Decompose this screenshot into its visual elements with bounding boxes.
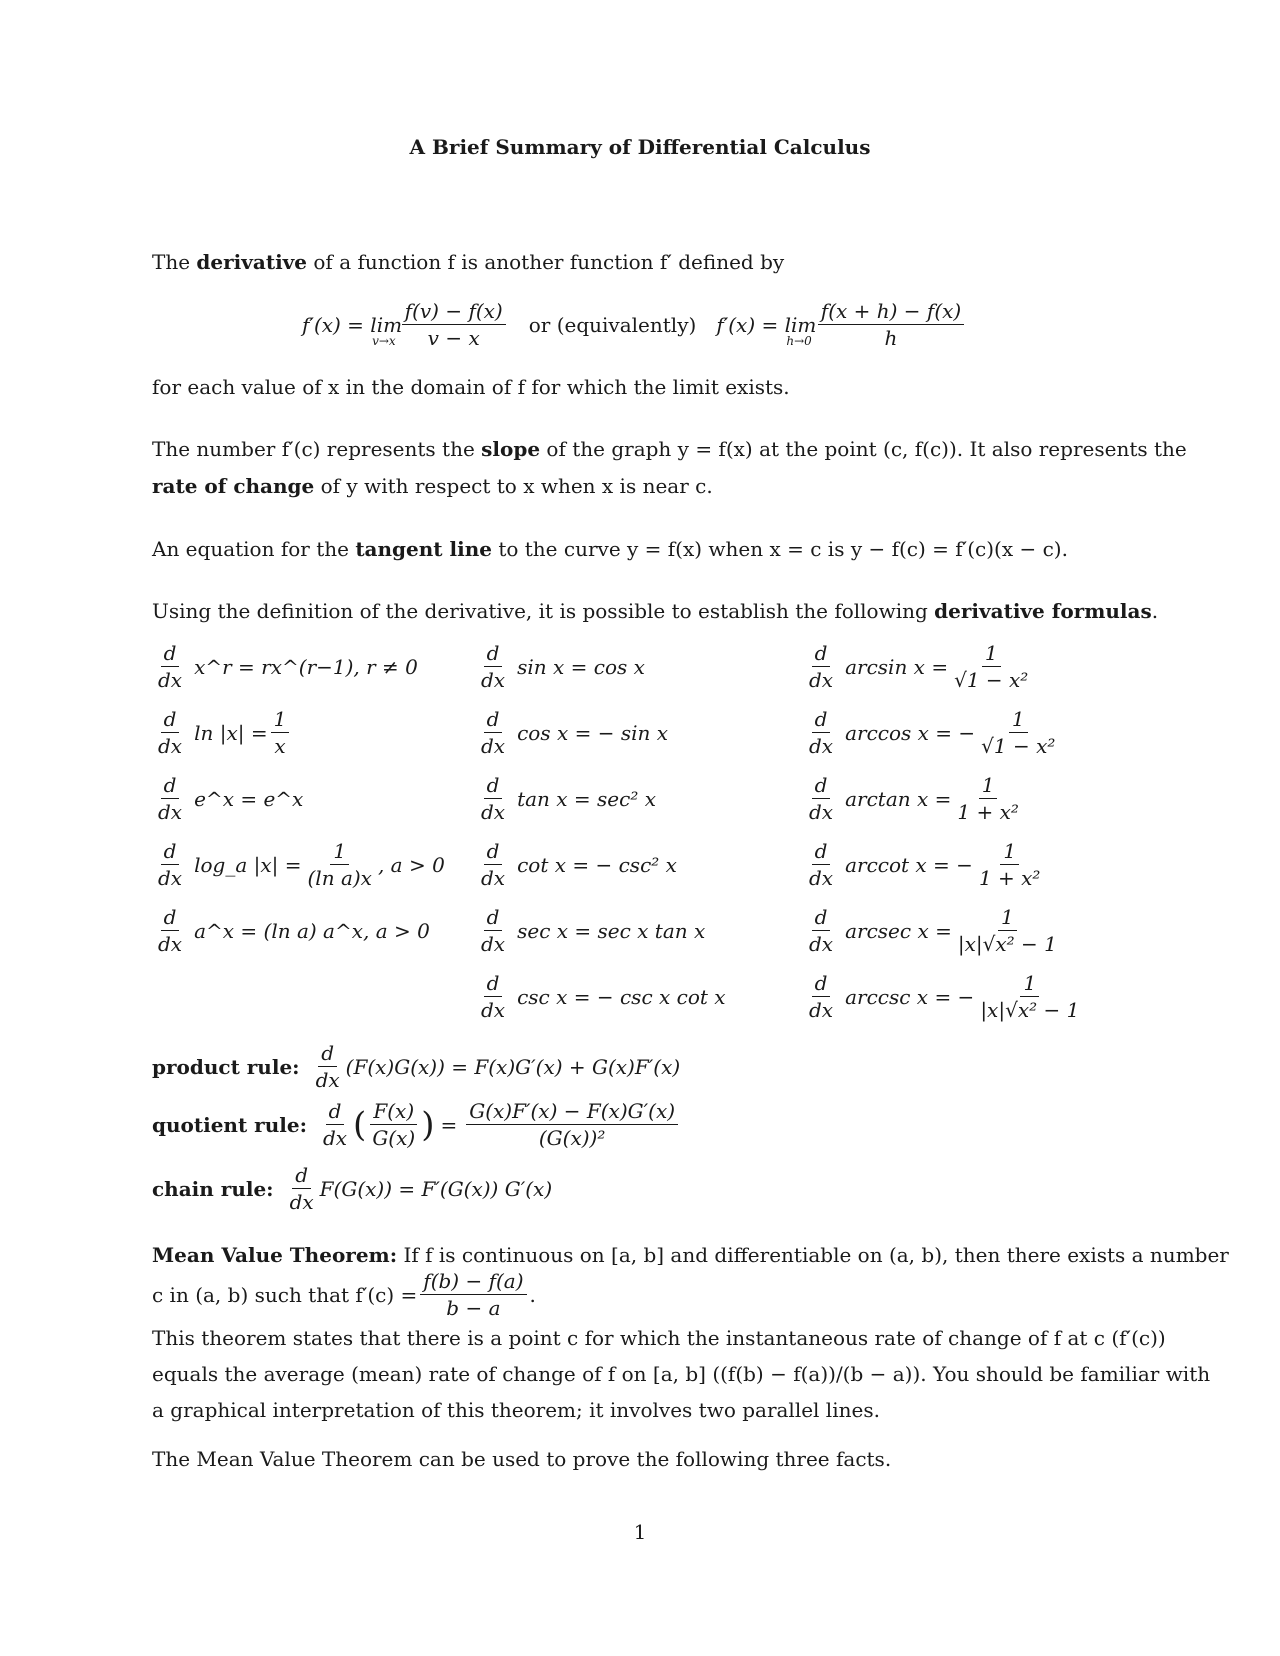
formula-fraction: $\frac{1}{\text{1 + x²}}$ xyxy=(957,773,1019,824)
slope-line-1: The number f′(c) represents the slope of the graph y = f(x) at the point (c, f(c)). It also represents the xyxy=(152,437,1187,461)
derivative-formula xyxy=(152,640,418,693)
formula-expression: arccot x = − xyxy=(845,852,973,877)
formula-expression: e^x = e^x xyxy=(194,786,304,811)
formula-expression: arcsin x = xyxy=(845,654,949,679)
formula-fraction: $\frac{1}{\text{√1 − x²}}$ xyxy=(981,707,1056,758)
ddx-operator: $\frac{d}{dx}$ xyxy=(481,773,506,824)
product-rule-expr: (F(x)G(x)) = F(x)G′(x) + G(x)F′(x) xyxy=(345,1054,681,1079)
page-title: A Brief Summary of Differential Calculus xyxy=(409,135,871,159)
theorem-text-2: equals the average (mean) rate of change of f on [a, b] ((f(b) − f(a))/(b − a)). You should be familiar with xyxy=(152,1362,1211,1386)
formula-fraction: $\frac{1}{x}$ xyxy=(271,706,290,759)
theorem-text-1: This theorem states that there is a point c for which the instantaneous rate of change of f at c (f′(c)) xyxy=(152,1326,1166,1350)
quotient-inner-frac: $\frac{F(x)}{G(x)}$ xyxy=(372,1099,416,1150)
formula-tail: , a > 0 xyxy=(377,852,445,877)
derivative-formula xyxy=(803,772,1025,825)
derivative-formula xyxy=(475,640,645,693)
ddx-operator: $\frac{d}{dx}$ xyxy=(809,971,834,1022)
ddx-operator: $\frac{d}{dx}$ xyxy=(158,641,183,692)
quotient-rule-ddx: $\frac{d}{dx}$ xyxy=(322,1099,348,1150)
slope-line-2: rate of change of y with respect to x when x is near c. xyxy=(152,474,713,498)
chain-rule-label: chain rule: xyxy=(152,1176,274,1201)
domain-line: for each value of x in the domain of f for which the limit exists. xyxy=(152,375,790,399)
derivative-formula xyxy=(475,772,656,825)
ddx-operator: $\frac{d}{dx}$ xyxy=(158,773,183,824)
derivative-formula xyxy=(152,706,292,759)
formulas-intro: Using the definition of the derivative, it is possible to establish the following derivative formulas. xyxy=(152,599,1159,623)
derivative-formula xyxy=(475,838,677,891)
ddx-operator: $\frac{d}{dx}$ xyxy=(809,773,834,824)
def-frac1: $\frac{f(v) - f(x)}{v - x}$ xyxy=(402,298,506,351)
formula-expression: cos x = − sin x xyxy=(517,720,669,745)
intro-pre: The xyxy=(152,250,191,274)
chain-rule-ddx: $\frac{d}{dx}$ xyxy=(289,1163,314,1214)
ddx-operator: $\frac{d}{dx}$ xyxy=(809,905,834,956)
def-lim1: v→x xyxy=(372,333,396,348)
quotient-rhs-frac: $\frac{G(x)F'(x) - F(x)G'(x)}{\text{(G(x))²}}$ xyxy=(466,1098,678,1151)
formula-expression: cot x = − csc² x xyxy=(517,852,677,877)
intro-post: of a function f is another function f′ defined by xyxy=(313,250,785,274)
mvt-frac: $\frac{f(b) - f(a)}{b - a}$ xyxy=(420,1268,526,1321)
derivative-formula xyxy=(803,904,1063,957)
derivative-formula xyxy=(152,772,303,825)
ddx-operator: $\frac{d}{dx}$ xyxy=(809,641,834,692)
chain-rule-expr: F(G(x)) = F′(G(x)) G′(x) xyxy=(319,1176,553,1201)
ddx-operator: $\frac{d}{dx}$ xyxy=(809,707,834,758)
formula-fraction: $\frac{1}{\text{|x|√x² − 1}}$ xyxy=(980,971,1080,1022)
derivative-formula xyxy=(152,838,445,891)
ddx-operator: $\frac{d}{dx}$ xyxy=(481,707,506,758)
ddx-operator: $\frac{d}{dx}$ xyxy=(158,707,183,758)
formula-fraction: $\frac{1}{\text{1 + x²}}$ xyxy=(978,839,1041,890)
derivative-formula xyxy=(152,904,430,957)
intro-bold: derivative xyxy=(196,250,308,274)
mvt-line-1: Mean Value Theorem: If f is continuous on [a, b] and differentiable on (a, b), then there exists a number xyxy=(152,1243,1229,1267)
formula-expression: log_a |x| = xyxy=(194,852,302,877)
ddx-operator: $\frac{d}{dx}$ xyxy=(809,839,834,890)
product-rule xyxy=(152,1040,680,1093)
page-number: 1 xyxy=(633,1520,647,1544)
formula-expression: sec x = sec x tan x xyxy=(517,918,706,943)
ddx-operator: $\frac{d}{dx}$ xyxy=(481,971,506,1022)
formula-fraction: $\frac{1}{\text{√1 − x²}}$ xyxy=(954,641,1029,692)
ddx-operator: $\frac{d}{dx}$ xyxy=(158,905,183,956)
derivative-formula xyxy=(475,904,705,957)
def-frac2: $\frac{f(x + h) - f(x)}{h}$ xyxy=(818,298,964,351)
formula-fraction: $\frac{1}{\text{(ln a)x}}$ xyxy=(307,839,372,890)
formula-expression: arctan x = xyxy=(845,786,952,811)
ddx-operator: $\frac{d}{dx}$ xyxy=(481,839,506,890)
formula-expression: csc x = − csc x cot x xyxy=(517,984,726,1009)
product-rule-label: product rule: xyxy=(152,1054,300,1079)
formula-expression: arcsec x = xyxy=(845,918,952,943)
formula-expression: a^x = (ln a) a^x, a > 0 xyxy=(194,918,430,943)
product-rule-ddx: $\frac{d}{dx}$ xyxy=(315,1041,340,1092)
def-lhs2: f′(x) = lim xyxy=(716,312,817,337)
ddx-operator: $\frac{d}{dx}$ xyxy=(481,641,506,692)
derivative-formula xyxy=(803,640,1034,693)
derivative-formula xyxy=(803,970,1085,1023)
mvt-line-2: c in (a, b) such that f′(c) = $\frac{f(b) - f(a)}{b - a}$ . xyxy=(152,1269,536,1320)
tangent-line: An equation for the tangent line to the curve y = f(x) when x = c is y − f(c) = f′(c)(x − c). xyxy=(152,537,1068,561)
def-lhs1: f′(x) = lim xyxy=(302,312,403,337)
derivative-formula xyxy=(475,706,668,759)
formula-expression: ln |x| = xyxy=(194,720,268,745)
derivative-formula xyxy=(475,970,726,1023)
theorem-text-3: a graphical interpretation of this theorem; it involves two parallel lines. xyxy=(152,1398,880,1422)
formula-expression: arccos x = − xyxy=(845,720,976,745)
ddx-operator: $\frac{d}{dx}$ xyxy=(158,839,183,890)
chain-rule xyxy=(152,1162,552,1215)
def-lim2: h→0 xyxy=(786,333,812,348)
intro-paragraph xyxy=(152,250,784,274)
definition-formula xyxy=(302,298,967,351)
quotient-rule-label: quotient rule: xyxy=(152,1112,307,1137)
formula-expression: sin x = cos x xyxy=(517,654,645,679)
formula-expression: x^r = rx^(r−1), r ≠ 0 xyxy=(194,654,418,679)
derivative-formula xyxy=(803,838,1046,891)
quotient-rule: quotient rule: $\frac{d}{dx}$ ( $\frac{F(x)}{G(x)}$ ) = $\frac{G(x)F'(x) - F(x)G'(x)}{\text{(G(x))²}}$ xyxy=(152,1098,681,1151)
closing-line: The Mean Value Theorem can be used to prove the following three facts. xyxy=(152,1447,892,1471)
formula-fraction: $\frac{1}{\text{|x|√x² − 1}}$ xyxy=(957,905,1057,956)
formula-expression: tan x = sec² x xyxy=(517,786,656,811)
def-or: or (equivalently) xyxy=(528,312,697,337)
mvt-label: Mean Value Theorem: xyxy=(152,1243,398,1267)
ddx-operator: $\frac{d}{dx}$ xyxy=(481,905,506,956)
formula-expression: arccsc x = − xyxy=(845,984,975,1009)
derivative-formula xyxy=(803,706,1061,759)
